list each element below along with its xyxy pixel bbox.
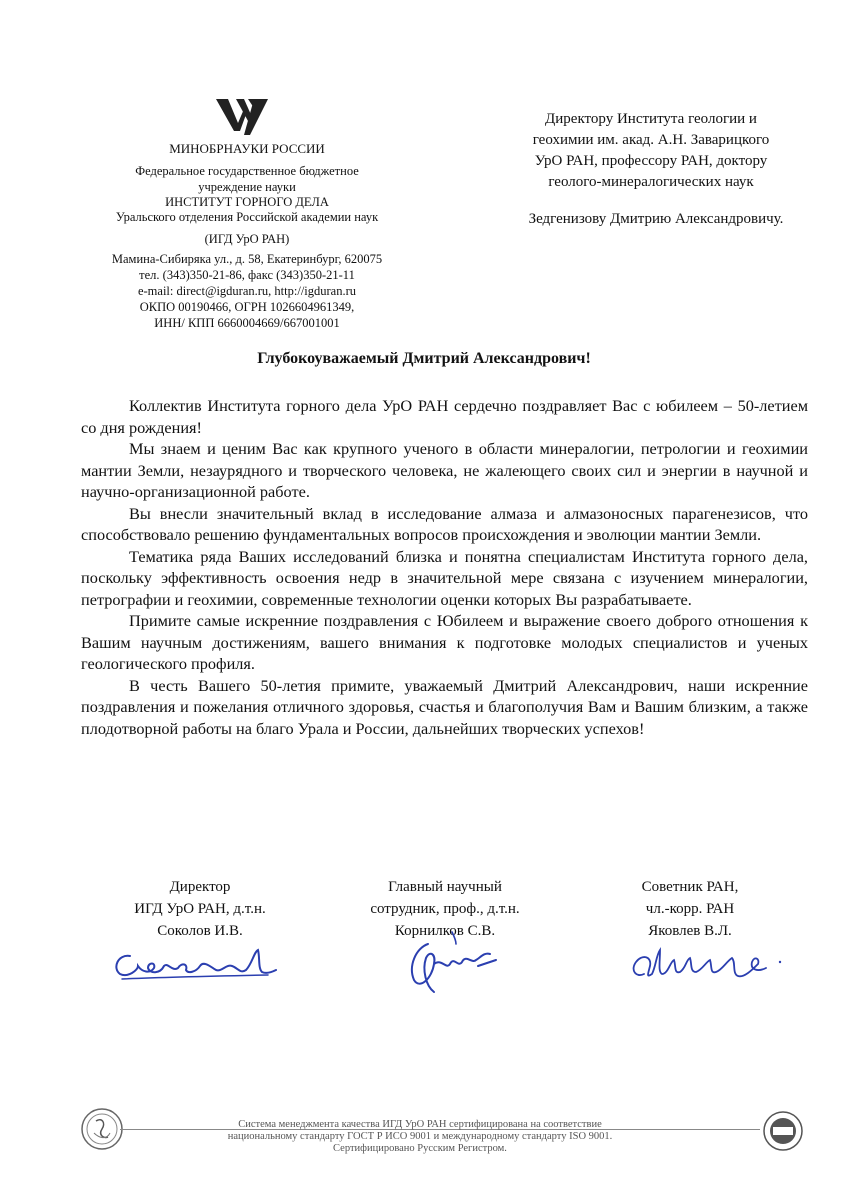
certification-line: Система менеджмента качества ИГД УрО РАН сертифицирована на соответствие — [238, 1119, 602, 1130]
letter-body — [81, 395, 808, 739]
addressee-line: геолого-минералогических наук — [548, 174, 754, 190]
institute-okpo: ОКПО 00190466, ОГРН 1026604961349, — [139, 300, 355, 314]
signatory-title: Советник РАН, — [641, 879, 739, 895]
institute-address: Мамина-Сибиряка ул., д. 58, Екатеринбург, 620075 — [111, 252, 383, 266]
signatory-title: ИГД УрО РАН, д.т.н. — [134, 901, 266, 917]
paragraph: Мы знаем и ценим Вас как крупного ученого в области минералогии, петрологии и геохимии мантии Земли, незаурядного и творческого человека, не жалеющего своих сил и энергии в научной и научно-организационной работе. — [81, 439, 808, 501]
iqnet-seal-icon — [762, 1110, 804, 1152]
institute-logo — [214, 97, 270, 137]
ministry-name: МИНОБРНАУКИ РОССИИ — [169, 141, 325, 156]
certification-line: Сертифицировано Русским Регистром. — [333, 1143, 507, 1154]
signature-yakovlev — [626, 944, 786, 986]
org-type-line2: учреждение науки — [198, 180, 296, 194]
signature-kornilkov — [398, 930, 503, 998]
signatory-director — [100, 876, 300, 942]
institute-inn: ИНН/ КПП 6660004669/667001001 — [154, 316, 340, 330]
org-type-line1: Федеральное государственное бюджетное — [135, 164, 359, 178]
paragraph: В честь Вашего 50-летия примите, уважаемый Дмитрий Александрович, наши искренние поздравления и пожелания отличного здоровья, счастья и благополучия Вам и Вашим близким, а также плодотворной работы на благо Урала и России, дальнейших творческих успехов! — [81, 675, 808, 738]
addressee-line: Директору Института геологии и — [545, 111, 757, 127]
signatory-title: сотрудник, проф., д.т.н. — [370, 901, 520, 917]
signatory-advisor — [590, 876, 790, 942]
greeting: Глубокоуважаемый Дмитрий Александрович! — [257, 350, 591, 367]
institute-abbr: (ИГД УрО РАН) — [204, 232, 290, 246]
paragraph: Примите самые искренние поздравления с Юбилеем и выражение своего доброго отношения к Вашим научным достижениям, вашего внимания к подготовке молодых специалистов и ученых геологического профиля. — [81, 611, 808, 673]
addressee-name: Зедгенизову Дмитрию Александровичу. — [528, 211, 784, 227]
addressee-line: геохимии им. акад. А.Н. Заварицкого — [532, 132, 770, 148]
institute-email: e-mail: direct@igduran.ru, http://igduran.ru — [137, 284, 357, 298]
institute-branch: Уральского отделения Российской академии наук — [115, 210, 379, 224]
signatory-name: Корнилков С.В. — [394, 923, 496, 939]
paragraph: Вы внесли значительный вклад в исследование алмаза и алмазоносных парагенезисов, что способствовало решению фундаментальных вопросов происхождения и эволюции мантии Земли. — [81, 503, 808, 544]
institute-name: ИНСТИТУТ ГОРНОГО ДЕЛА — [165, 195, 329, 209]
addressee-block — [486, 109, 816, 193]
paragraph: Коллектив Института горного дела УрО РАН сердечно поздравляет Вас с юбилеем – 50-летием со дня рождения! — [81, 396, 808, 437]
paragraph: Тематика ряда Ваших исследований близка и понятна специалистам Института горного дела, поскольку эффективность освоения недр в значительной мере связана с изучением минералогии, петрографии и геохимии, современные технологии оценки которых Вы разрабатываете. — [81, 546, 808, 609]
institute-phone: тел. (343)350-21-86, факс (343)350-21-11 — [139, 268, 355, 282]
signature-sokolov — [108, 946, 278, 984]
quality-seal-icon — [80, 1107, 124, 1151]
signatory-title: Главный научный — [388, 879, 502, 895]
certification-note — [150, 1119, 690, 1155]
addressee-line: УрО РАН, профессору РАН, доктору — [534, 153, 768, 169]
signatory-title: Директор — [169, 879, 231, 895]
signatory-name: Соколов И.В. — [157, 923, 243, 939]
certification-line: национальному стандарту ГОСТ Р ИСО 9001 и международному стандарту ISO 9001. — [227, 1131, 613, 1142]
signatory-name: Яковлев В.Л. — [648, 923, 732, 939]
signatory-title: чл.-корр. РАН — [645, 901, 735, 917]
